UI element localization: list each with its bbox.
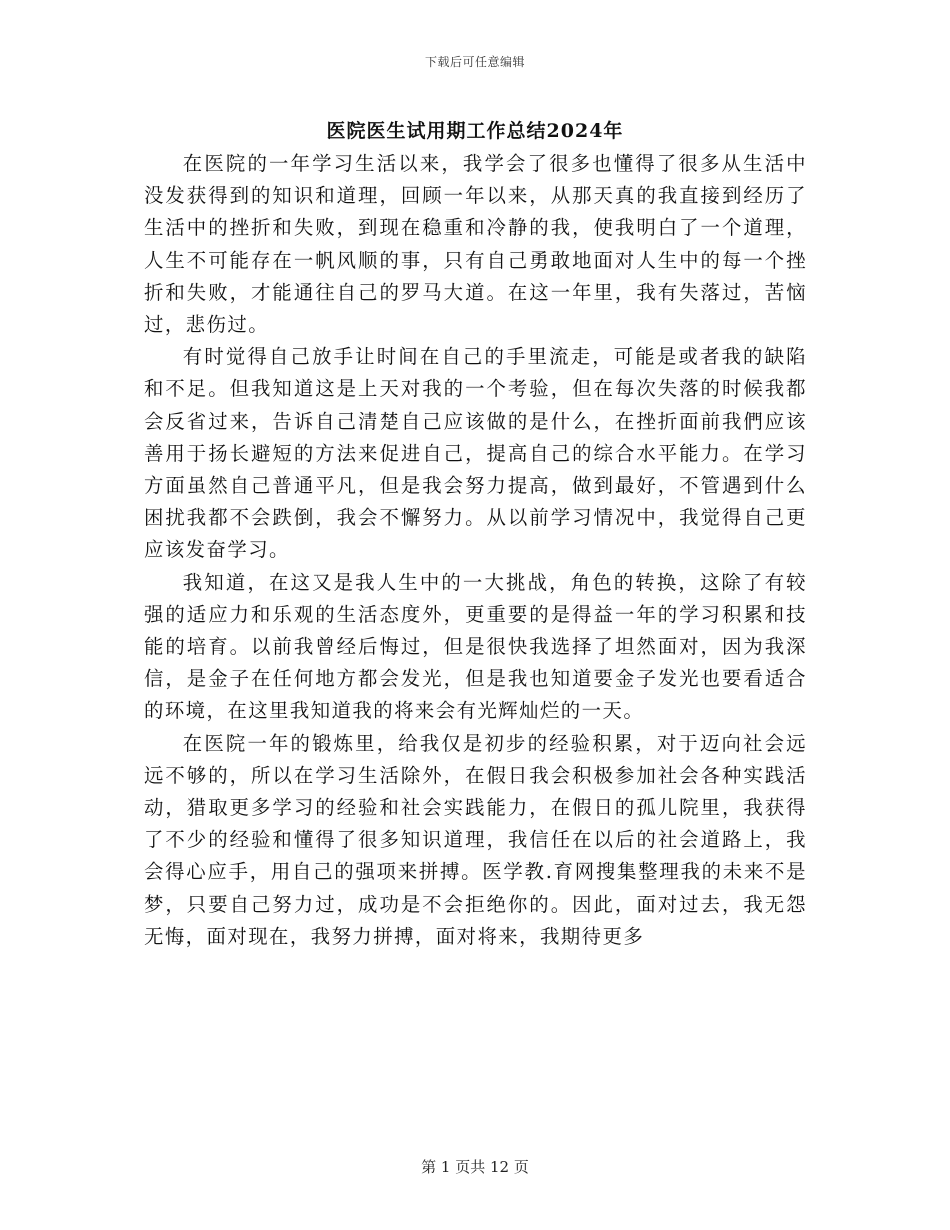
document-title: 医院医生试用期工作总结2024年 [326, 120, 624, 142]
paragraph: 有时觉得自己放手让时间在自己的手里流走，可能是或者我的缺陷和不足。但我知道这是上天对我的一个考验，但在每次失落的时候我都会反省过来，告诉自己清楚自己应该做的是什么，在挫折面前我們应该善用于扬长避短的方法来促进自己，提高自己的综合水平能力。在学习方面虽然自己普通平凡，但是我会努力提高，做到最好，不管遇到什么困扰我都不会跌倒，我会不懈努力。从以前学习情况中，我觉得自己更应该发奋学习。 [144, 345, 807, 562]
document-body [144, 148, 807, 953]
header-note: 下载后可任意编辑 [424, 55, 525, 69]
paragraph: 我知道，在这又是我人生中的一大挑战，角色的转换，这除了有较强的适应力和乐观的生活态度外，更重要的是得益一年的学习积累和技能的培育。以前我曾经后悔过，但是很快我选择了坦然面对，因为我深信，是金子在任何地方都会发光，但是我也知道要金子发光也要看适合的环境，在这里我知道我的将来会有光辉灿烂的一天。 [144, 570, 807, 723]
page-number-footer: 第 1 页共 12 页 [421, 1158, 529, 1176]
paragraph: 在医院一年的锻炼里，给我仅是初步的经验积累，对于迈向社会远远不够的，所以在学习生活除外，在假日我会积极参加社会各种实践活动，猎取更多学习的经验和社会实践能力，在假日的孤儿院里，我获得了不少的经验和懂得了很多知识道理，我信任在以后的社会道路上，我会得心应手，用自己的强项来拼搏。医学教.育网搜集整理我的未来不是梦，只要自己努力过，成功是不会拒绝你的。因此，面对过去，我无怨无悔，面对现在，我努力拼搏，面对将来，我期待更多 [144, 731, 807, 948]
paragraph: 在医院的一年学习生活以来，我学会了很多也懂得了很多从生活中没发获得到的知识和道理，回顾一年以来，从那天真的我直接到经历了生活中的挫折和失败，到现在稳重和冷静的我，使我明白了一个道理，人生不可能存在一帆风顺的事，只有自己勇敢地面对人生中的每一个挫折和失败，才能通往自己的罗马大道。在这一年里，我有失落过，苦恼过，悲伤过。 [144, 152, 807, 337]
